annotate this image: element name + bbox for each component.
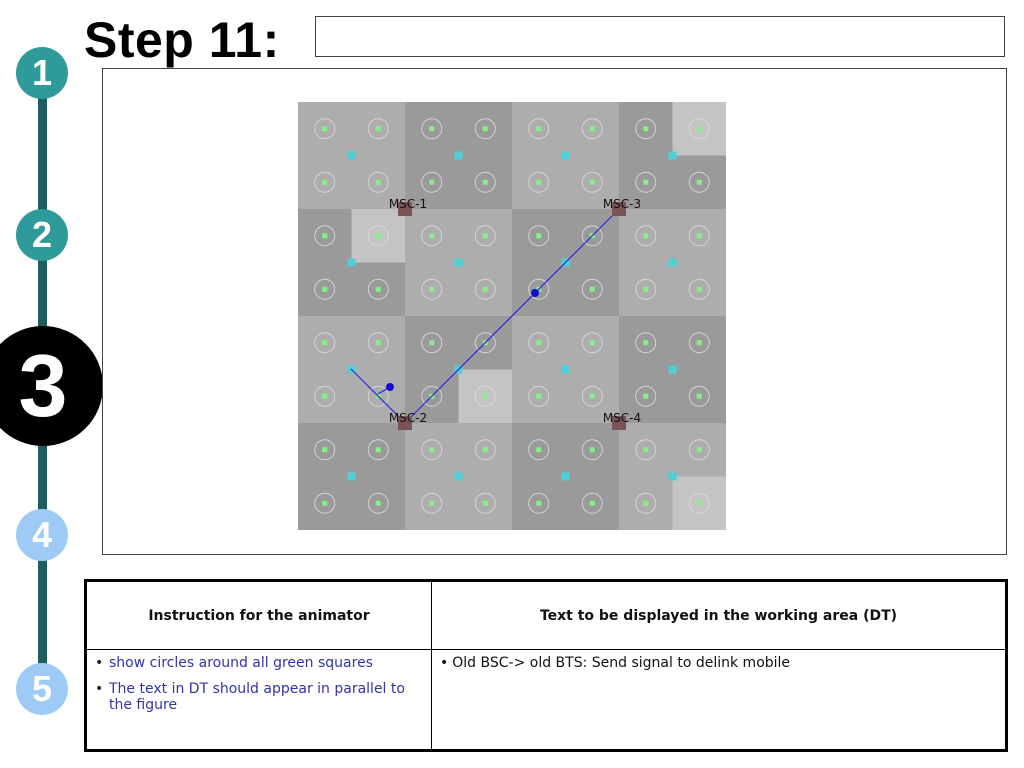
animator-instructions (87, 650, 432, 749)
step-2-marker[interactable]: 2 (16, 209, 68, 261)
green-square (376, 287, 381, 292)
green-square (643, 394, 648, 399)
green-square (483, 447, 488, 452)
cyan-square (669, 366, 677, 374)
dt-text-item (440, 655, 997, 671)
cyan-square (562, 366, 570, 374)
cyan-square (348, 259, 356, 267)
green-square (322, 501, 327, 506)
green-square (643, 126, 648, 131)
green-square (536, 180, 541, 185)
green-square (429, 340, 434, 345)
step-4-marker[interactable]: 4 (16, 509, 68, 561)
green-square (376, 340, 381, 345)
green-square (697, 340, 702, 345)
green-square (536, 340, 541, 345)
cyan-square (669, 473, 677, 481)
instruction-item (95, 681, 423, 713)
green-square (429, 447, 434, 452)
green-square (536, 126, 541, 131)
green-square (643, 501, 648, 506)
step-title: Step 11: (84, 12, 280, 68)
green-square (429, 180, 434, 185)
green-square (322, 180, 327, 185)
green-square (697, 501, 702, 506)
step-title-field[interactable] (315, 16, 1005, 57)
green-square (590, 287, 595, 292)
dt-header: Text to be displayed in the working area (DT) (432, 582, 1005, 650)
green-square (643, 180, 648, 185)
msc-label: MSC-1 (388, 197, 428, 211)
green-square (322, 394, 327, 399)
green-square (643, 447, 648, 452)
green-square (590, 340, 595, 345)
green-square (483, 233, 488, 238)
instruction-text: The text in DT should appear in parallel to the figure (109, 681, 405, 713)
green-square (483, 394, 488, 399)
green-square (697, 233, 702, 238)
green-square (697, 126, 702, 131)
green-square (429, 287, 434, 292)
green-square (590, 180, 595, 185)
green-square (697, 394, 702, 399)
green-square (483, 287, 488, 292)
cyan-square (348, 473, 356, 481)
cyan-square (455, 259, 463, 267)
green-square (376, 447, 381, 452)
green-square (322, 340, 327, 345)
cyan-square (669, 152, 677, 160)
green-square (643, 287, 648, 292)
green-square (536, 501, 541, 506)
cyan-square (348, 152, 356, 160)
green-square (429, 501, 434, 506)
green-square (590, 394, 595, 399)
green-square (322, 447, 327, 452)
green-square (590, 447, 595, 452)
green-square (376, 501, 381, 506)
green-square (322, 126, 327, 131)
animator-header: Instruction for the animator (87, 582, 432, 650)
bullet-icon: • (95, 681, 104, 697)
msc-label: MSC-3 (602, 197, 642, 211)
green-square (429, 126, 434, 131)
step-5-marker[interactable]: 5 (16, 663, 68, 715)
instruction-table (84, 579, 1008, 752)
green-square (590, 126, 595, 131)
green-square (536, 233, 541, 238)
signal-dot (386, 383, 394, 391)
cyan-square (669, 259, 677, 267)
step-3-marker[interactable]: 3 (0, 326, 103, 446)
green-square (590, 501, 595, 506)
green-square (483, 180, 488, 185)
bullet-icon: • (440, 655, 449, 671)
msc-label: MSC-2 (388, 411, 428, 425)
green-square (697, 287, 702, 292)
green-square (536, 447, 541, 452)
cyan-square (562, 473, 570, 481)
green-square (429, 233, 434, 238)
green-square (322, 233, 327, 238)
step-1-marker[interactable]: 1 (16, 47, 68, 99)
green-square (697, 180, 702, 185)
dt-text-area (432, 650, 1005, 749)
bullet-icon: • (95, 655, 104, 671)
cyan-square (455, 152, 463, 160)
cyan-square (455, 473, 463, 481)
cyan-square (562, 152, 570, 160)
green-square (483, 126, 488, 131)
green-square (376, 233, 381, 238)
green-square (643, 233, 648, 238)
signal-dot (531, 289, 539, 297)
green-square (643, 340, 648, 345)
dt-text: Old BSC-> old BTS: Send signal to delink mobile (452, 655, 791, 671)
instruction-item (95, 655, 423, 671)
green-square (483, 501, 488, 506)
green-square (376, 126, 381, 131)
green-square (376, 180, 381, 185)
green-square (697, 447, 702, 452)
green-square (322, 287, 327, 292)
network-grid (298, 102, 726, 530)
instruction-text: show circles around all green squares (109, 655, 373, 671)
green-square (536, 394, 541, 399)
msc-label: MSC-4 (602, 411, 642, 425)
